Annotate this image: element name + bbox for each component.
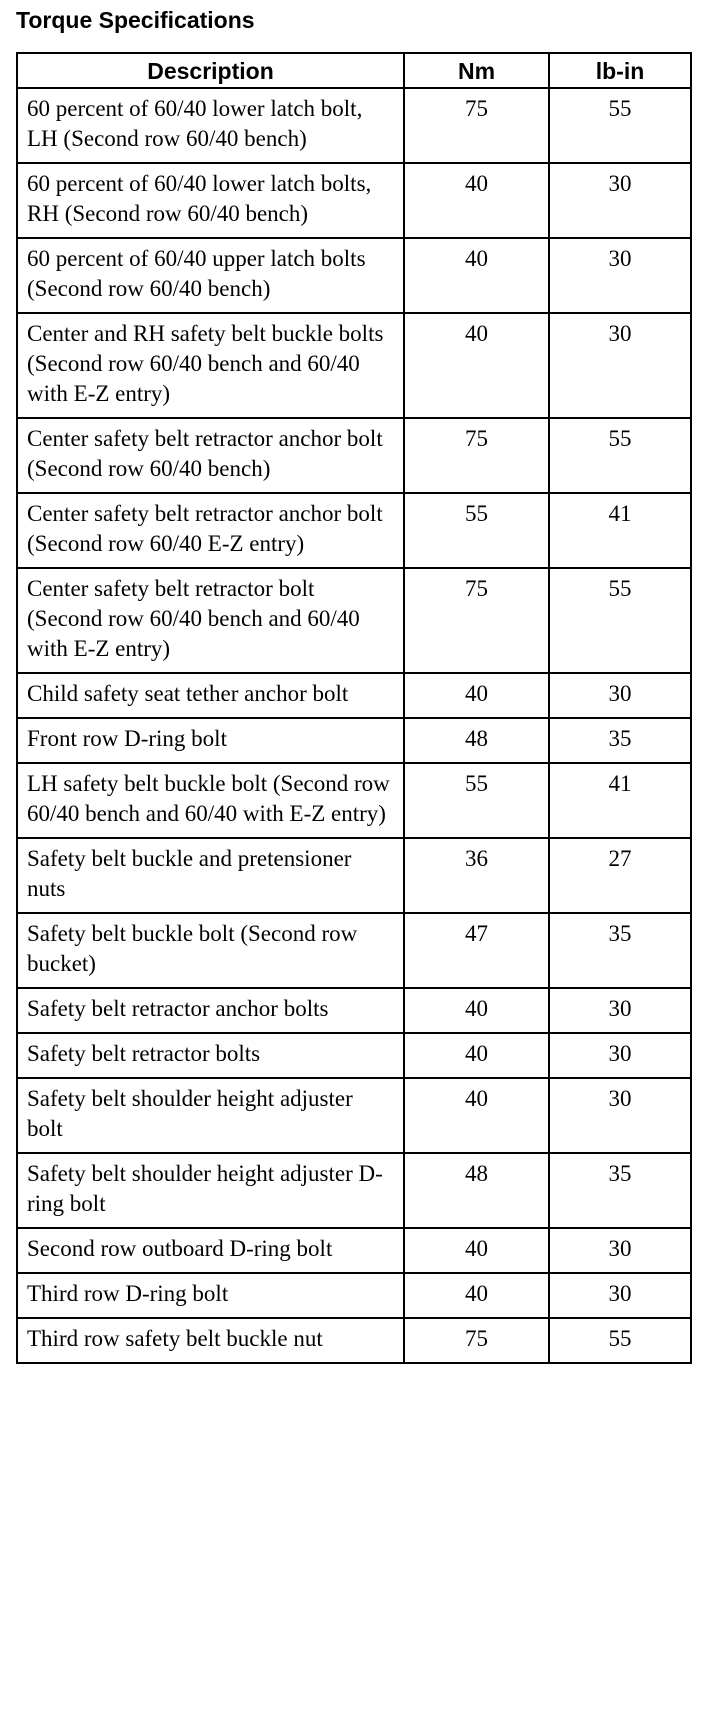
nm-cell: 55 bbox=[404, 763, 549, 838]
column-header-nm: Nm bbox=[404, 53, 549, 88]
description-cell: Center and RH safety belt buckle bolts (Second row 60/40 bench and 60/40 with E-Z entry) bbox=[17, 313, 404, 418]
nm-cell: 48 bbox=[404, 1153, 549, 1228]
nm-cell: 40 bbox=[404, 673, 549, 718]
table-row bbox=[17, 493, 691, 568]
description-cell: Safety belt retractor anchor bolts bbox=[17, 988, 404, 1033]
table-header bbox=[17, 53, 691, 88]
description-cell: LH safety belt buckle bolt (Second row 60/40 bench and 60/40 with E-Z entry) bbox=[17, 763, 404, 838]
header-row bbox=[17, 53, 691, 88]
table-body bbox=[17, 88, 691, 1363]
lbin-cell: 55 bbox=[549, 418, 691, 493]
description-cell: Front row D-ring bolt bbox=[17, 718, 404, 763]
lbin-cell: 30 bbox=[549, 1078, 691, 1153]
lbin-cell: 41 bbox=[549, 493, 691, 568]
lbin-cell: 55 bbox=[549, 88, 691, 163]
lbin-cell: 35 bbox=[549, 1153, 691, 1228]
nm-cell: 75 bbox=[404, 1318, 549, 1363]
description-cell: Third row D-ring bolt bbox=[17, 1273, 404, 1318]
nm-cell: 40 bbox=[404, 1273, 549, 1318]
table-row bbox=[17, 88, 691, 163]
description-cell: Safety belt shoulder height adjuster D-ring bolt bbox=[17, 1153, 404, 1228]
lbin-cell: 30 bbox=[549, 313, 691, 418]
table-row bbox=[17, 718, 691, 763]
table-row bbox=[17, 1318, 691, 1363]
column-header-lbin: lb-in bbox=[549, 53, 691, 88]
description-cell: Center safety belt retractor anchor bolt (Second row 60/40 E-Z entry) bbox=[17, 493, 404, 568]
table-row bbox=[17, 763, 691, 838]
description-cell: Safety belt retractor bolts bbox=[17, 1033, 404, 1078]
lbin-cell: 35 bbox=[549, 913, 691, 988]
description-cell: Safety belt shoulder height adjuster bolt bbox=[17, 1078, 404, 1153]
nm-cell: 75 bbox=[404, 88, 549, 163]
lbin-cell: 41 bbox=[549, 763, 691, 838]
description-cell: Child safety seat tether anchor bolt bbox=[17, 673, 404, 718]
description-cell: 60 percent of 60/40 lower latch bolts, RH (Second row 60/40 bench) bbox=[17, 163, 404, 238]
table-row bbox=[17, 418, 691, 493]
nm-cell: 75 bbox=[404, 568, 549, 673]
nm-cell: 48 bbox=[404, 718, 549, 763]
table-row bbox=[17, 1273, 691, 1318]
table-row bbox=[17, 1033, 691, 1078]
nm-cell: 40 bbox=[404, 313, 549, 418]
table-row bbox=[17, 313, 691, 418]
lbin-cell: 55 bbox=[549, 568, 691, 673]
table-row bbox=[17, 238, 691, 313]
nm-cell: 40 bbox=[404, 988, 549, 1033]
lbin-cell: 30 bbox=[549, 1033, 691, 1078]
table-row bbox=[17, 988, 691, 1033]
table-row bbox=[17, 673, 691, 718]
lbin-cell: 35 bbox=[549, 718, 691, 763]
lbin-cell: 30 bbox=[549, 238, 691, 313]
table-row bbox=[17, 1078, 691, 1153]
description-cell: Second row outboard D-ring bolt bbox=[17, 1228, 404, 1273]
nm-cell: 40 bbox=[404, 238, 549, 313]
nm-cell: 40 bbox=[404, 1033, 549, 1078]
nm-cell: 55 bbox=[404, 493, 549, 568]
description-cell: 60 percent of 60/40 lower latch bolt, LH (Second row 60/40 bench) bbox=[17, 88, 404, 163]
nm-cell: 40 bbox=[404, 1228, 549, 1273]
description-cell: Center safety belt retractor anchor bolt (Second row 60/40 bench) bbox=[17, 418, 404, 493]
table-row bbox=[17, 163, 691, 238]
torque-spec-table bbox=[16, 52, 692, 1364]
table-row bbox=[17, 1228, 691, 1273]
lbin-cell: 55 bbox=[549, 1318, 691, 1363]
lbin-cell: 30 bbox=[549, 673, 691, 718]
nm-cell: 40 bbox=[404, 1078, 549, 1153]
nm-cell: 75 bbox=[404, 418, 549, 493]
lbin-cell: 30 bbox=[549, 1228, 691, 1273]
column-header-description: Description bbox=[17, 53, 404, 88]
lbin-cell: 27 bbox=[549, 838, 691, 913]
description-cell: Safety belt buckle bolt (Second row bucket) bbox=[17, 913, 404, 988]
table-row bbox=[17, 568, 691, 673]
lbin-cell: 30 bbox=[549, 163, 691, 238]
description-cell: Safety belt buckle and pretensioner nuts bbox=[17, 838, 404, 913]
lbin-cell: 30 bbox=[549, 1273, 691, 1318]
nm-cell: 40 bbox=[404, 163, 549, 238]
description-cell: Center safety belt retractor bolt (Second row 60/40 bench and 60/40 with E-Z entry) bbox=[17, 568, 404, 673]
lbin-cell: 30 bbox=[549, 988, 691, 1033]
table-row bbox=[17, 1153, 691, 1228]
table-row bbox=[17, 838, 691, 913]
nm-cell: 36 bbox=[404, 838, 549, 913]
nm-cell: 47 bbox=[404, 913, 549, 988]
page-title: Torque Specifications bbox=[16, 7, 255, 33]
description-cell: 60 percent of 60/40 upper latch bolts (Second row 60/40 bench) bbox=[17, 238, 404, 313]
table-row bbox=[17, 913, 691, 988]
description-cell: Third row safety belt buckle nut bbox=[17, 1318, 404, 1363]
